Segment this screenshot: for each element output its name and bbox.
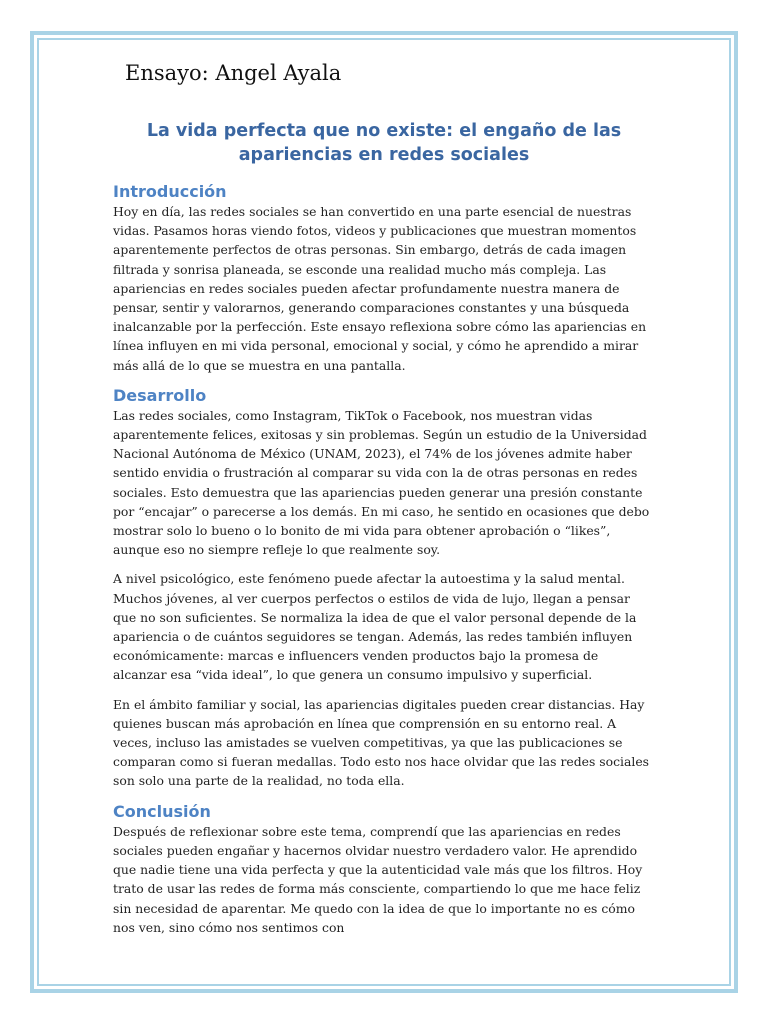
conclusion-paragraph: Después de reflexionar sobre este tema, comprendí que las apariencias en redes sociales pueden engañar y hacernos olvidar nuestro verdadero valor. He aprendido que nadie tiene una vida perfecta y que la autenticidad vale más que los filtros. Hoy trato de usar las redes de forma más consciente, compartiendo lo que me hace feliz sin necesidad de aparentar. Me quedo con la idea de que lo importante no es cómo nos ven, sino cómo nos sentimos con bbox=[113, 823, 643, 935]
section-heading-development: Desarrollo bbox=[113, 385, 207, 405]
section-heading-conclusion: Conclusión bbox=[113, 801, 211, 821]
development-paragraph-1: Las redes sociales, como Instagram, TikTok o Facebook, nos muestran vidas aparentemente felices, exitosas y sin problemas. Según un estudio de la Universidad Nacional Autónoma de México (UNAM, 2023), el 74% de los jóvenes admite haber sentido envidia o frustración al comparar su vida con la de otras personas en redes sociales. Esto demuestra que las apariencias pueden generar una presión constante por “encajar” o parecerse a los demás. En mi caso, he sentido en ocasiones que debo mostrar solo lo bueno o lo bonito de mi vida para obtener aprobación o “likes”, aunque eso no siempre refleje lo que realmente soy. bbox=[113, 407, 650, 558]
section-heading-introduction: Introducción bbox=[113, 182, 227, 201]
development-paragraph-3: En el ámbito familiar y social, las apariencias digitales pueden crear distancias. Hay quienes buscan más aprobación en línea que comprensión en su entorno real. A veces, incluso las amistades se vuelven competitivas, ya que las publicaciones se comparan como si fueran medallas. Todo esto nos hace olvidar que las redes sociales son solo una parte de la realidad, no toda ella. bbox=[113, 696, 650, 789]
development-paragraph-2: A nivel psicológico, este fenómeno puede afectar la autoestima y la salud mental. Muchos jóvenes, al ver cuerpos perfectos o estilos de vida de lujo, llegan a pensar que no son suficientes. Se normaliza la idea de que el valor personal depende de la apariencia o de cuántos seguidores se tengan. Además, las redes también influyen económicamente: marcas e influencers venden productos bajo la promesa de alcanzar esa “vida ideal”, lo que genera un consumo impulsivo y superficial. bbox=[113, 571, 637, 683]
essay-title: La vida perfecta que no existe: el engaño de las apariencias en redes sociales bbox=[146, 121, 622, 165]
document-page bbox=[113, 56, 655, 937]
essay-author-label: Ensayo: Angel Ayala bbox=[125, 61, 342, 85]
introduction-paragraph: Hoy en día, las redes sociales se han convertido en una parte esencial de nuestras vidas. Pasamos horas viendo fotos, videos y publicaciones que muestran momentos aparentemente perfectos de otras personas. Sin embargo, detrás de cada imagen filtrada y sonrisa planeada, se esconde una realidad mucho más compleja. Las apariencias en redes sociales pueden afectar profundamente nuestra manera de pensar, sentir y valorarnos, generando comparaciones constantes y una búsqueda inalcanzable por la perfección. Este ensayo reflexiona sobre cómo las apariencias en línea influyen en mi vida personal, emocional y social, y cómo he aprendido a mirar más allá de lo que se muestra en una pantalla. bbox=[113, 204, 647, 373]
